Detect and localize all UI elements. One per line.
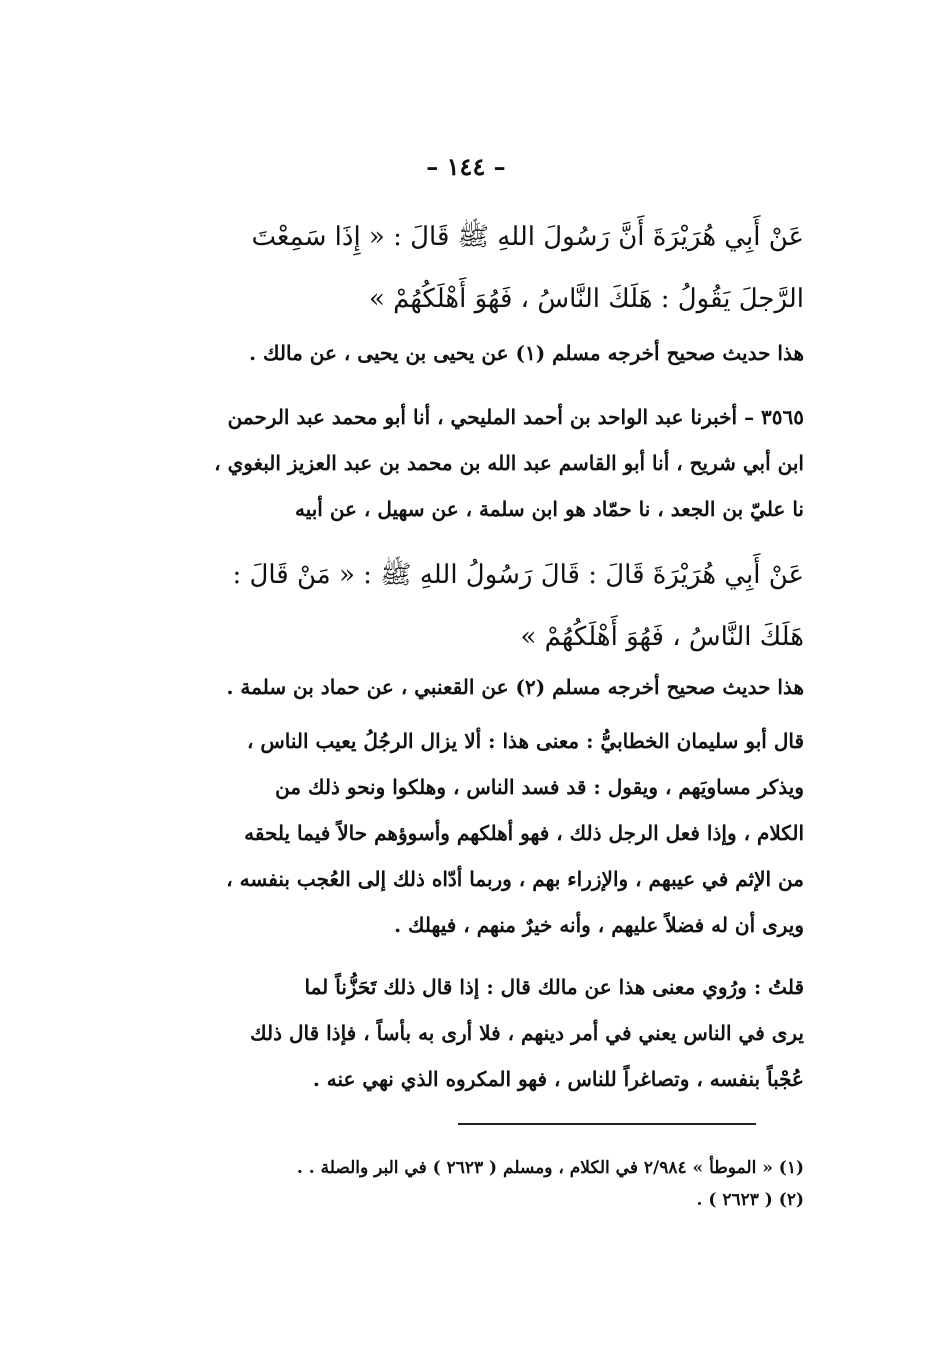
page-number: – ١٤٤ – [426,152,506,181]
text-line: من الإثم في عيبهم ، والإزراء بهم ، وربما أدّاه ذلك إلى العُجب بنفسه ، [226,867,804,891]
footnote-1: (١) « الموطأ » ٢/٩٨٤ في الكلام ، ومسلم ( ٢٦٢٣ ) في البر والصلة . . [296,1158,804,1178]
text-line: يرى في الناس يعني في أمر دينهم ، فلا أرى به بأساً ، فإذا قال ذلك [250,1021,804,1045]
text-line: هَلَكَ النَّاسُ ، فَهُوَ أَهْلَكُهُمْ » [520,622,804,652]
text-line: ويرى أن له فضلاً عليهم ، وأنه خيرٌ منهم ، فيهلك . [394,913,804,937]
text-line: عُجْباً بنفسه ، وتصاغراً للناس ، فهو المكروه الذي نهي عنه . [312,1067,804,1091]
text-line: عَنْ أَبِي هُرَيْرَةَ أَنَّ رَسُولَ اللهِ ﷺ قَالَ : « إِذَا سَمِعْتَ [251,222,804,252]
hadith-text-1 [122,206,804,330]
author-note [122,964,804,1102]
text-line: ابن أبي شريح ، أنا أبو القاسم عبد الله بن محمد بن عبد العزيز البغوي ، [214,451,804,475]
text-line: عَنْ أَبِي هُرَيْرَةَ قَالَ : قَالَ رَسُولُ اللهِ ﷺ : « مَنْ قَالَ : [232,560,804,590]
text-line: الكلام ، وإذا فعل الرجل ذلك ، فهو أهلكهم وأسوؤهم حالاً فيما يلحقه [244,821,804,845]
text-line: هذا حديث صحيح أخرجه مسلم (١) عن يحيى بن يحيى ، عن مالك . [249,341,804,365]
footnotes [122,1152,804,1216]
footnote-2: (٢) ( ٢٦٢٣ ) . [696,1190,804,1210]
text-line: قلتُ : ورُوي معنى هذا عن مالك قال : إذا قال ذلك تَحَزُّناً لما [304,975,804,999]
hadith-isnad-3565 [122,394,804,532]
text-line: الرَّجلَ يَقُولُ : هَلَكَ النَّاسُ ، فَهُوَ أَهْلَكُهُمْ » [368,284,804,314]
text-line: هذا حديث صحيح أخرجه مسلم (٢) عن القعنبي ، عن حماد بن سلمة . [226,675,804,699]
hadith-grading-1 [122,330,804,376]
commentary-khattabi [122,718,804,948]
hadith-grading-2 [122,664,804,710]
text-line: ٣٥٦٥ – أخبرنا عبد الواحد بن أحمد المليحي ، أنا أبو محمد عبد الرحمن [227,405,804,429]
footnote-divider [458,1123,756,1125]
text-line: ويذكر مساويَهم ، ويقول : قد فسد الناس ، وهلكوا ونحو ذلك من [275,775,804,799]
hadith-text-2 [122,544,804,668]
text-line: قال أبو سليمان الخطابيُّ : معنى هذا : ألا يزال الرجُلُ يعيب الناس ، [246,729,804,753]
text-line: نا عليّ بن الجعد ، نا حمّاد هو ابن سلمة ، عن سهيل ، عن أبيه [294,497,804,521]
